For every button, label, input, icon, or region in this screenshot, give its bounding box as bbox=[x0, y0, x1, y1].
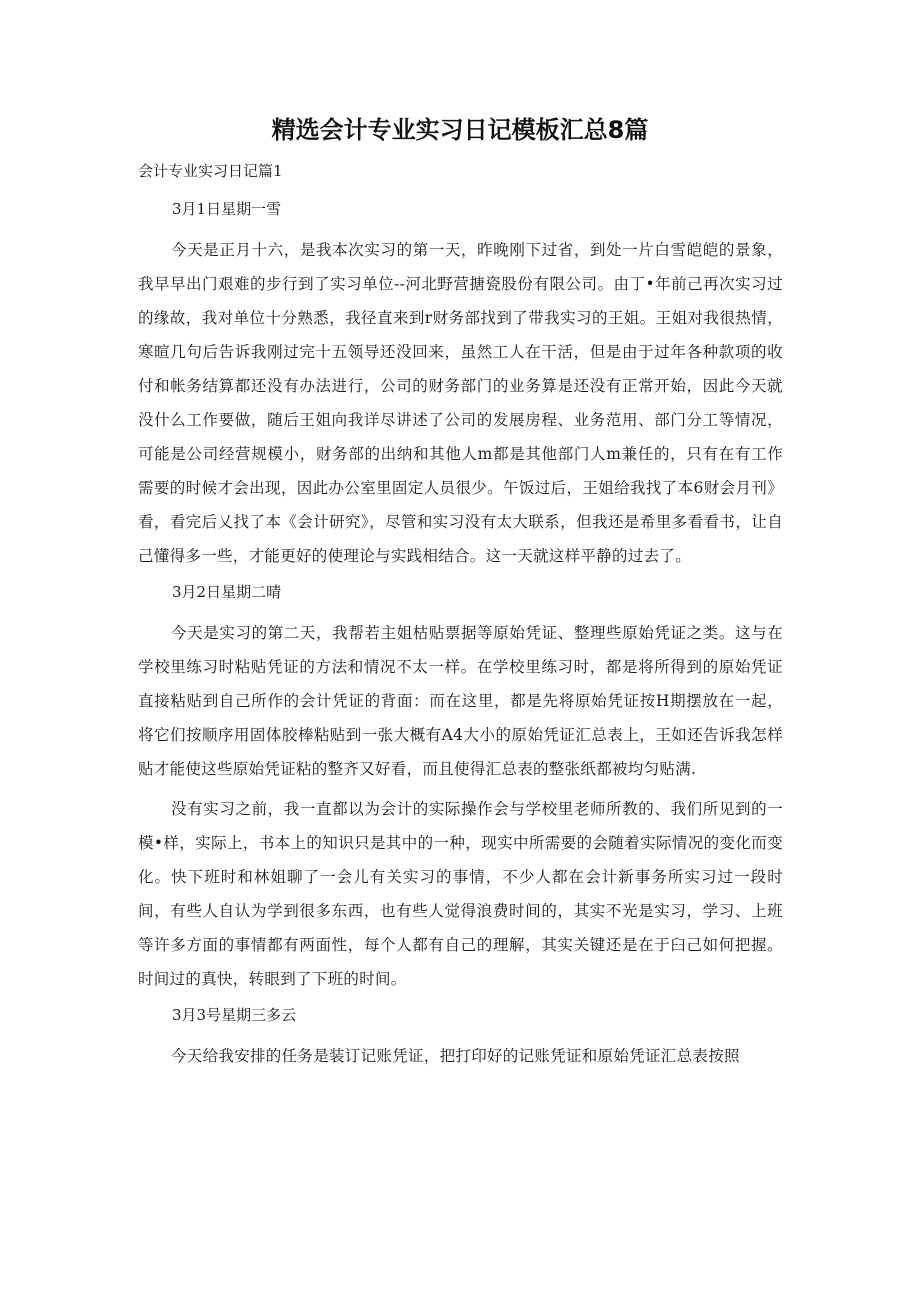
section-title: 会计专业实习日记篇1 bbox=[138, 162, 283, 180]
entry-paragraph: 今天是正月十六，是我本次实习的第一天，昨晚刚下过省，到处一片白雪皑皑的景象，我早早出门艰难的步行到了实习单位--河北野营搪瓷股份有限公司。由丁•年前己再次实习过的缘故，我对单位十分熟悉，我径直来到r财务部找到了带我实习的王姐。王姐对我很热情，寒暄几句后告诉我刚过完十五领导还没回来，虽然工人在干活，但是由于过年各种款项的收付和帐务结算都还没有办法进行，公司的财务部门的业务算是还没有正常开始，因此今天就没什么工作要做，随后王姐向我详尽讲述了公司的发展房程、业务范用、部门分工等情况，可能是公司经营规模小，财务部的出纳和其他人m都是其他部门人m兼任的，只有在有工作需要的时候才会出现，因此办公室里固定人员很少。午饭过后，王姐给我找了本6财会月刊》看，看完后乂找了本《会计研究》，尽管和实习没有太大联系，但我还是希里多看看书，让自己懂得多一些，才能更好的使理论与实践相结合。这一天就这样平静的过去了。 bbox=[138, 241, 783, 565]
document-title: 精选会计专业实习日记模板汇总8篇 bbox=[271, 116, 649, 144]
entry-date: 3月3号星期三多云 bbox=[172, 1006, 297, 1024]
entry-paragraph: 今天是实习的第二天，我帮若主姐枯贴票据等原始凭证、整理些原始凭证之类。这与在学校里练习时粘贴凭证的方法和情况不太一样。在学校里练习时，都是将所得到的原始凭证直接粘贴到自己所作的会计凭证的背面：而在这里，都是先将原始凭证按H期摆放在一起，将它们按顺序用固体胶棒粘贴到一张大概有A4大小的原始凭证汇总表上，王如还告诉我怎样贴才能使这些原始凭证粘的整齐又好看，而且使得汇总表的整张纸都被均匀贴满. bbox=[138, 624, 783, 778]
entry-date: 3月1日星期一雪 bbox=[172, 200, 282, 218]
entry-paragraph: 没有实习之前，我一直都以为会计的实际操作会与学校里老师所教的、我们所见到的一模•样，实际上，书本上的知识只是其中的一种，现实中所需要的会随着实际情况的变化而变化。快下班时和林姐聊了一会儿有关实习的事情，不少人都在会计新事务所实习过一段时间，有些人自认为学到很多东西，也有些人觉得浪费时间的，其实不光是实习，学习、上班等许多方面的事情都有两面性，每个人都有自己的理解，其实关键还是在于臼己如何把握。时间过的真快，转眼到了下班的时间。 bbox=[138, 800, 783, 988]
entry-paragraph: 今天给我安排的任务是装订记账凭证，把打印好的记账凭证和原始凭证汇总表按照 bbox=[171, 1047, 740, 1065]
document-body bbox=[138, 196, 783, 1079]
entry-date: 3月2日星期二晴 bbox=[172, 583, 282, 601]
